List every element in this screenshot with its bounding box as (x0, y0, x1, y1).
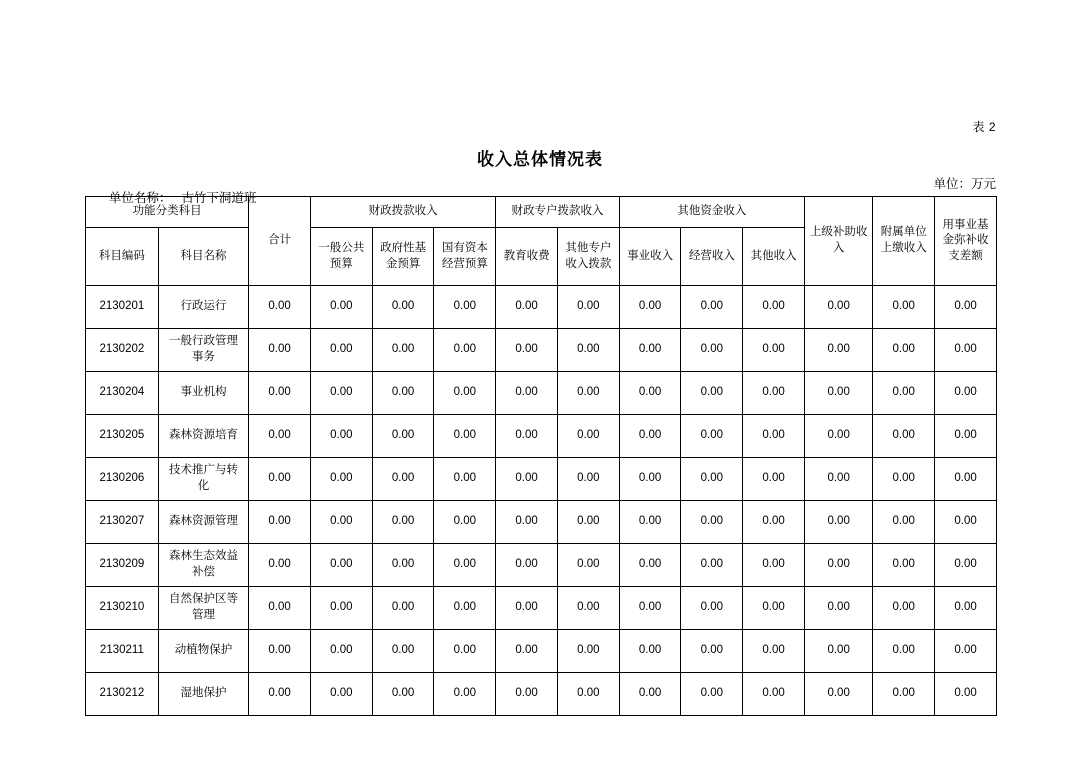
table-header-group-row (86, 197, 997, 228)
cell-state-capital-budget: 0.00 (434, 673, 496, 716)
cell-general-public-budget: 0.00 (310, 501, 372, 544)
page-title: 收入总体情况表 (477, 150, 603, 169)
cell-general-public-budget: 0.00 (310, 673, 372, 716)
cell-other-special-account: 0.00 (557, 415, 619, 458)
cell-government-fund-budget: 0.00 (372, 501, 434, 544)
cell-education-fee: 0.00 (496, 630, 558, 673)
cell-general-public-budget: 0.00 (310, 544, 372, 587)
cell-education-fee: 0.00 (496, 372, 558, 415)
cell-other-income: 0.00 (743, 544, 805, 587)
table-row (86, 630, 997, 673)
cell-business-income: 0.00 (619, 329, 681, 372)
cell-other-income: 0.00 (743, 501, 805, 544)
cell-government-fund-budget: 0.00 (372, 587, 434, 630)
cell-superior-subsidy: 0.00 (804, 587, 872, 630)
cell-affiliated-unit: 0.00 (873, 329, 935, 372)
cell-general-public-budget: 0.00 (310, 329, 372, 372)
cell-total: 0.00 (249, 630, 311, 673)
cell-total: 0.00 (249, 673, 311, 716)
cell-government-fund-budget: 0.00 (372, 630, 434, 673)
cell-career-fund: 0.00 (935, 587, 997, 630)
cell-code: 2130202 (86, 329, 159, 372)
amount-unit-label: 单位：万元 (933, 177, 996, 191)
income-summary-table (85, 196, 997, 716)
cell-education-fee: 0.00 (496, 415, 558, 458)
header-other-funds: 其他资金收入 (619, 197, 804, 228)
header-function-category: 功能分类科目 (86, 197, 249, 228)
cell-code: 2130204 (86, 372, 159, 415)
table-label: 表 2 (972, 120, 996, 134)
cell-other-special-account: 0.00 (557, 587, 619, 630)
cell-education-fee: 0.00 (496, 286, 558, 329)
cell-government-fund-budget: 0.00 (372, 458, 434, 501)
cell-superior-subsidy: 0.00 (804, 372, 872, 415)
table-row (86, 587, 997, 630)
cell-operating-income: 0.00 (681, 544, 743, 587)
cell-state-capital-budget: 0.00 (434, 630, 496, 673)
cell-superior-subsidy: 0.00 (804, 501, 872, 544)
cell-business-income: 0.00 (619, 372, 681, 415)
cell-code: 2130211 (86, 630, 159, 673)
cell-business-income: 0.00 (619, 630, 681, 673)
cell-other-income: 0.00 (743, 286, 805, 329)
header-other-special-account: 其他专户收入拨款 (557, 228, 619, 286)
cell-name: 事业机构 (158, 372, 248, 415)
cell-affiliated-unit: 0.00 (873, 372, 935, 415)
cell-other-special-account: 0.00 (557, 329, 619, 372)
cell-career-fund: 0.00 (935, 415, 997, 458)
table-row (86, 544, 997, 587)
cell-other-special-account: 0.00 (557, 501, 619, 544)
cell-name: 森林资源管理 (158, 501, 248, 544)
header-subject-code: 科目编码 (86, 228, 159, 286)
cell-operating-income: 0.00 (681, 458, 743, 501)
cell-affiliated-unit: 0.00 (873, 458, 935, 501)
cell-name: 森林资源培育 (158, 415, 248, 458)
cell-general-public-budget: 0.00 (310, 630, 372, 673)
cell-education-fee: 0.00 (496, 587, 558, 630)
cell-education-fee: 0.00 (496, 458, 558, 501)
cell-government-fund-budget: 0.00 (372, 286, 434, 329)
cell-government-fund-budget: 0.00 (372, 415, 434, 458)
cell-name: 一般行政管理事务 (158, 329, 248, 372)
cell-superior-subsidy: 0.00 (804, 673, 872, 716)
unit-name-value: 古竹下洞道班 (181, 191, 257, 205)
cell-name: 自然保护区等管理 (158, 587, 248, 630)
table-row (86, 286, 997, 329)
cell-code: 2130212 (86, 673, 159, 716)
cell-state-capital-budget: 0.00 (434, 501, 496, 544)
header-total: 合计 (249, 197, 311, 286)
cell-state-capital-budget: 0.00 (434, 458, 496, 501)
cell-operating-income: 0.00 (681, 329, 743, 372)
header-business-income: 事业收入 (619, 228, 681, 286)
cell-affiliated-unit: 0.00 (873, 544, 935, 587)
header-operating-income: 经营收入 (681, 228, 743, 286)
cell-superior-subsidy: 0.00 (804, 286, 872, 329)
cell-government-fund-budget: 0.00 (372, 544, 434, 587)
cell-affiliated-unit: 0.00 (873, 630, 935, 673)
cell-business-income: 0.00 (619, 587, 681, 630)
cell-business-income: 0.00 (619, 415, 681, 458)
header-career-fund: 用事业基金弥补收支差额 (935, 197, 997, 286)
header-fiscal-appropriation: 财政拨款收入 (310, 197, 495, 228)
cell-other-special-account: 0.00 (557, 673, 619, 716)
header-fiscal-special-account: 财政专户拨款收入 (496, 197, 620, 228)
cell-operating-income: 0.00 (681, 501, 743, 544)
cell-name: 森林生态效益补偿 (158, 544, 248, 587)
cell-general-public-budget: 0.00 (310, 372, 372, 415)
table-row (86, 329, 997, 372)
cell-other-income: 0.00 (743, 458, 805, 501)
cell-general-public-budget: 0.00 (310, 415, 372, 458)
cell-career-fund: 0.00 (935, 544, 997, 587)
cell-state-capital-budget: 0.00 (434, 415, 496, 458)
cell-general-public-budget: 0.00 (310, 587, 372, 630)
cell-state-capital-budget: 0.00 (434, 587, 496, 630)
table-row (86, 673, 997, 716)
table-row (86, 501, 997, 544)
cell-total: 0.00 (249, 415, 311, 458)
cell-name: 技术推广与转化 (158, 458, 248, 501)
header-superior-subsidy: 上级补助收入 (804, 197, 872, 286)
cell-government-fund-budget: 0.00 (372, 673, 434, 716)
header-education-fee: 教育收费 (496, 228, 558, 286)
cell-superior-subsidy: 0.00 (804, 630, 872, 673)
cell-operating-income: 0.00 (681, 286, 743, 329)
cell-superior-subsidy: 0.00 (804, 415, 872, 458)
cell-career-fund: 0.00 (935, 286, 997, 329)
cell-other-special-account: 0.00 (557, 458, 619, 501)
cell-other-special-account: 0.00 (557, 630, 619, 673)
cell-other-income: 0.00 (743, 673, 805, 716)
cell-state-capital-budget: 0.00 (434, 286, 496, 329)
cell-superior-subsidy: 0.00 (804, 329, 872, 372)
cell-business-income: 0.00 (619, 544, 681, 587)
cell-career-fund: 0.00 (935, 630, 997, 673)
cell-other-special-account: 0.00 (557, 544, 619, 587)
cell-other-income: 0.00 (743, 415, 805, 458)
cell-affiliated-unit: 0.00 (873, 501, 935, 544)
cell-code: 2130207 (86, 501, 159, 544)
table-row (86, 458, 997, 501)
cell-education-fee: 0.00 (496, 329, 558, 372)
cell-name: 动植物保护 (158, 630, 248, 673)
cell-operating-income: 0.00 (681, 587, 743, 630)
cell-operating-income: 0.00 (681, 415, 743, 458)
cell-education-fee: 0.00 (496, 673, 558, 716)
cell-affiliated-unit: 0.00 (873, 415, 935, 458)
cell-business-income: 0.00 (619, 458, 681, 501)
cell-total: 0.00 (249, 329, 311, 372)
cell-government-fund-budget: 0.00 (372, 372, 434, 415)
table-row (86, 415, 997, 458)
cell-total: 0.00 (249, 458, 311, 501)
cell-affiliated-unit: 0.00 (873, 587, 935, 630)
header-subject-name: 科目名称 (158, 228, 248, 286)
header-state-capital-budget: 国有资本经营预算 (434, 228, 496, 286)
cell-general-public-budget: 0.00 (310, 286, 372, 329)
cell-education-fee: 0.00 (496, 544, 558, 587)
cell-operating-income: 0.00 (681, 372, 743, 415)
cell-code: 2130205 (86, 415, 159, 458)
cell-total: 0.00 (249, 286, 311, 329)
cell-superior-subsidy: 0.00 (804, 458, 872, 501)
cell-affiliated-unit: 0.00 (873, 286, 935, 329)
cell-total: 0.00 (249, 372, 311, 415)
cell-career-fund: 0.00 (935, 458, 997, 501)
cell-operating-income: 0.00 (681, 673, 743, 716)
cell-state-capital-budget: 0.00 (434, 372, 496, 415)
table-row (86, 372, 997, 415)
cell-state-capital-budget: 0.00 (434, 329, 496, 372)
cell-code: 2130206 (86, 458, 159, 501)
cell-career-fund: 0.00 (935, 501, 997, 544)
cell-code: 2130201 (86, 286, 159, 329)
header-government-fund-budget: 政府性基金预算 (372, 228, 434, 286)
header-other-income: 其他收入 (743, 228, 805, 286)
cell-government-fund-budget: 0.00 (372, 329, 434, 372)
header-affiliated-unit: 附属单位上缴收入 (873, 197, 935, 286)
cell-education-fee: 0.00 (496, 501, 558, 544)
cell-business-income: 0.00 (619, 501, 681, 544)
cell-superior-subsidy: 0.00 (804, 544, 872, 587)
cell-other-special-account: 0.00 (557, 286, 619, 329)
header-general-public-budget: 一般公共预算 (310, 228, 372, 286)
cell-total: 0.00 (249, 544, 311, 587)
unit-name-label: 单位名称： (108, 191, 172, 205)
cell-code: 2130209 (86, 544, 159, 587)
cell-name: 行政运行 (158, 286, 248, 329)
cell-career-fund: 0.00 (935, 329, 997, 372)
cell-general-public-budget: 0.00 (310, 458, 372, 501)
cell-other-special-account: 0.00 (557, 372, 619, 415)
cell-other-income: 0.00 (743, 329, 805, 372)
cell-affiliated-unit: 0.00 (873, 673, 935, 716)
cell-other-income: 0.00 (743, 372, 805, 415)
cell-code: 2130210 (86, 587, 159, 630)
table-body (86, 286, 997, 716)
cell-total: 0.00 (249, 587, 311, 630)
cell-other-income: 0.00 (743, 587, 805, 630)
cell-operating-income: 0.00 (681, 630, 743, 673)
cell-name: 湿地保护 (158, 673, 248, 716)
cell-career-fund: 0.00 (935, 673, 997, 716)
cell-business-income: 0.00 (619, 673, 681, 716)
cell-total: 0.00 (249, 501, 311, 544)
cell-business-income: 0.00 (619, 286, 681, 329)
cell-career-fund: 0.00 (935, 372, 997, 415)
cell-state-capital-budget: 0.00 (434, 544, 496, 587)
cell-other-income: 0.00 (743, 630, 805, 673)
